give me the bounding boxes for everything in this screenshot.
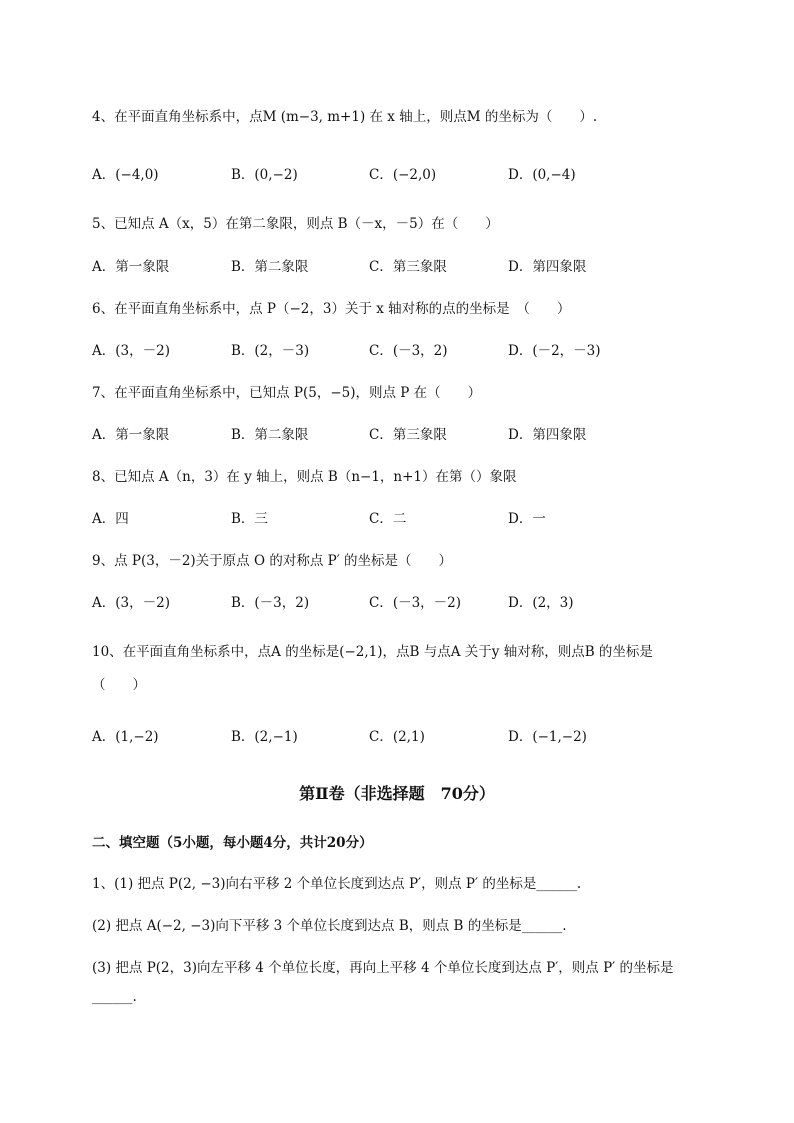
option-a: A．(3，－2) bbox=[92, 343, 170, 359]
option-b: B．(2，－3) bbox=[231, 343, 310, 359]
question-4-stem: 4、在平面直角坐标系中，点M (m−3, m+1) 在 x 轴上，则点M 的坐标为（ ）. bbox=[92, 109, 598, 125]
question-5-stem: 5、已知点 A（x，5）在第二象限，则点 B（－x，－5）在（ ） bbox=[92, 216, 499, 232]
option-d: D．(−1,−2) bbox=[508, 729, 587, 745]
option-b: B．第二象限 bbox=[231, 427, 309, 443]
option-c: C．(－3，－2) bbox=[369, 595, 462, 611]
option-a: A．(−4,0) bbox=[92, 167, 159, 183]
option-a: A．第一象限 bbox=[92, 259, 170, 275]
option-c: C．第三象限 bbox=[369, 427, 447, 443]
section-title: 第Ⅱ卷（非选择题 70分） bbox=[299, 784, 495, 803]
option-d: D．第四象限 bbox=[508, 259, 587, 275]
question-7-stem: 7、在平面直角坐标系中，已知点 P(5，−5)，则点 P 在（ ） bbox=[92, 385, 482, 401]
option-b: B．(－3，2) bbox=[231, 595, 310, 611]
question-10-stem-continued: （ ） bbox=[92, 677, 146, 693]
fill-item-3: (3) 把点 P(2，3)向左平移 4 个单位长度，再向上平移 4 个单位长度到达点 P′，则点 P′ 的坐标是 bbox=[92, 960, 674, 976]
option-b: B．第二象限 bbox=[231, 259, 309, 275]
option-d: D．(0,−4) bbox=[508, 167, 576, 183]
option-a: A．(3，－2) bbox=[92, 595, 170, 611]
question-8-stem: 8、已知点 A（n，3）在 y 轴上，则点 B（n−1，n+1）在第（）象限 bbox=[92, 469, 517, 485]
section-heading: 二、填空题（5小题，每小题4分，共计20分） bbox=[92, 835, 373, 851]
option-b: B．三 bbox=[231, 511, 268, 527]
question-9-stem: 9、点 P(3，－2)关于原点 O 的对称点 P′ 的坐标是（ ） bbox=[92, 553, 453, 569]
option-c: C．(−2,0) bbox=[369, 167, 437, 183]
option-d: D．(－2，－3) bbox=[508, 343, 601, 359]
option-b: B．(0,−2) bbox=[231, 167, 298, 183]
option-b: B．(2,−1) bbox=[231, 729, 298, 745]
question-6-stem: 6、在平面直角坐标系中，点 P（−2，3）关于 x 轴对称的点的坐标是 （ ） bbox=[92, 301, 571, 317]
option-d: D．一 bbox=[508, 511, 546, 527]
option-d: D．第四象限 bbox=[508, 427, 587, 443]
option-a: A．四 bbox=[92, 511, 129, 527]
fill-item-3-blank: ______. bbox=[92, 989, 137, 1005]
option-c: C．第三象限 bbox=[369, 259, 447, 275]
question-10-stem: 10、在平面直角坐标系中，点A 的坐标是(−2,1)，点B 与点A 关于y 轴对称，则点B 的坐标是 bbox=[92, 644, 653, 660]
option-a: A．(1,−2) bbox=[92, 729, 159, 745]
option-c: C．(－3，2) bbox=[369, 343, 448, 359]
option-d: D．(2，3) bbox=[508, 595, 574, 611]
option-a: A．第一象限 bbox=[92, 427, 170, 443]
option-c: C．二 bbox=[369, 511, 407, 527]
fill-item-2: (2) 把点 A(−2, −3)向下平移 3 个单位长度到达点 B，则点 B 的坐标是______. bbox=[92, 918, 567, 934]
fill-item-1: 1、(1) 把点 P(2, −3)向右平移 2 个单位长度到达点 P′，则点 P′ 的坐标是______. bbox=[92, 876, 582, 892]
option-c: C．(2,1) bbox=[369, 729, 425, 745]
